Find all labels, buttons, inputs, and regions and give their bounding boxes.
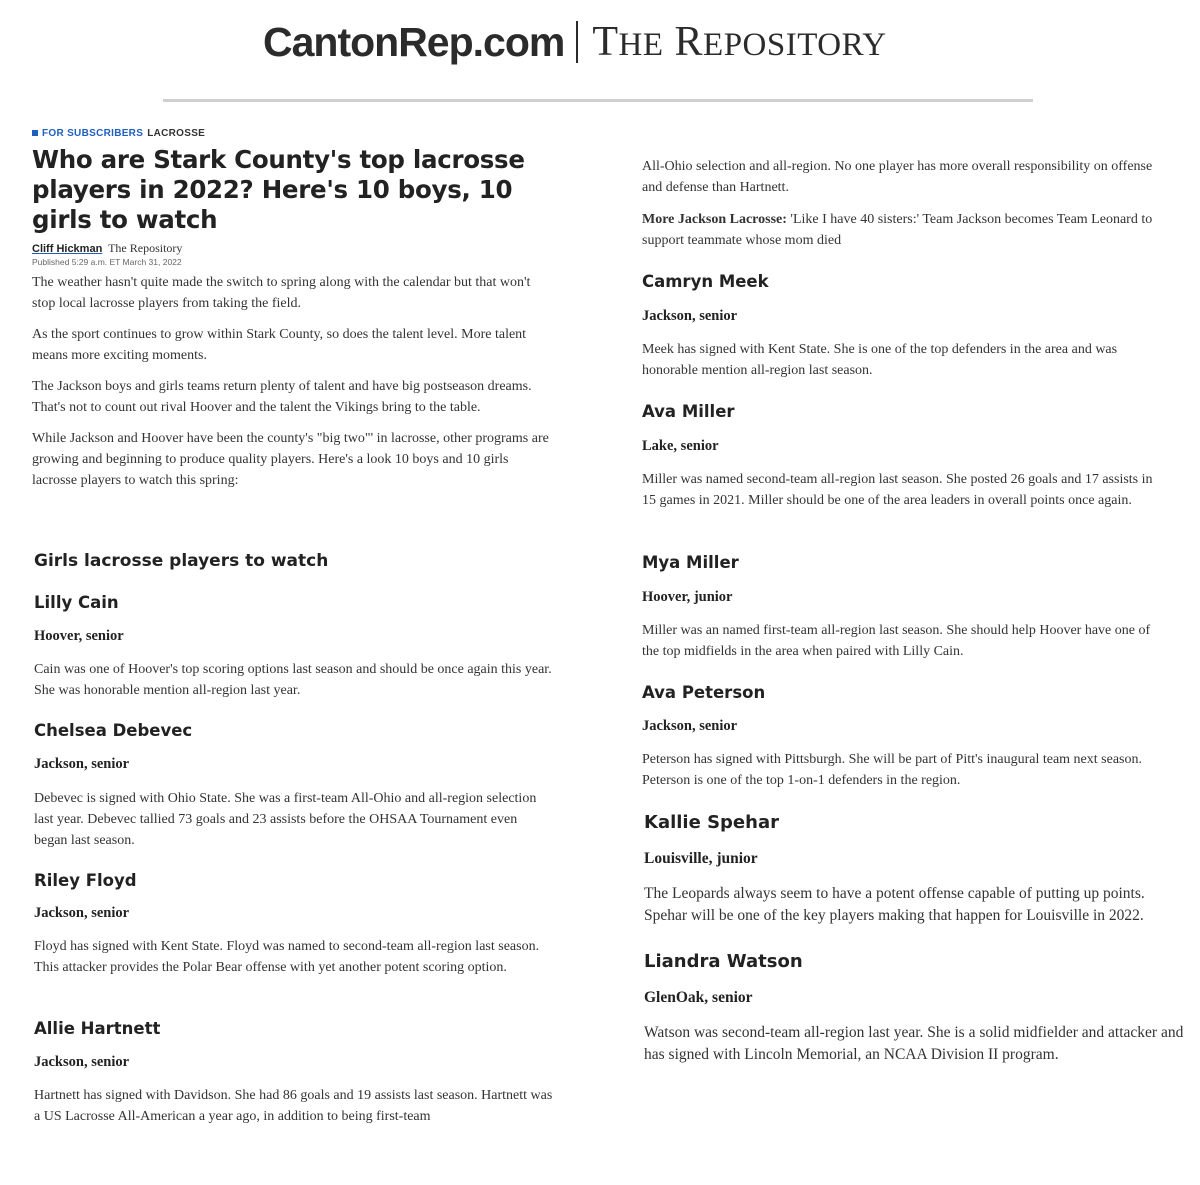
- intro-paragraph: The Jackson boys and girls teams return plenty of talent and have big postseason dreams. That's not to count out rival Hoover and the talent the Vikings bring to the table.: [32, 379, 532, 415]
- player-team: Lake, senior: [642, 438, 719, 454]
- player-description: Miller was named second-team all-region last season. She posted 26 goals and 17 assists in 15 games in 2021. Miller should be one of the area leaders in overall points once again.: [642, 472, 1153, 508]
- hartnett-continued: All-Ohio selection and all-region. No one player has more overall responsibility on offense and defense than Hartnett.: [642, 159, 1153, 195]
- player-name: Riley Floyd: [34, 871, 137, 890]
- more-jackson-lacrosse: [642, 209, 1167, 251]
- byline: [32, 241, 557, 256]
- headline: Who are Stark County's top lacrosse players in 2022? Here's 10 boys, 10 girls to watch: [32, 145, 525, 234]
- player-team: Hoover, junior: [642, 589, 733, 605]
- kicker-section[interactable]: LACROSSE: [147, 127, 206, 139]
- player-description: Cain was one of Hoover's top scoring options last season and should be once again this year. She was honorable mention all-region last year.: [34, 662, 552, 698]
- player-team: Jackson, senior: [642, 718, 738, 734]
- kicker-subscribers[interactable]: FOR SUBSCRIBERS: [42, 127, 144, 139]
- player-name: Mya Miller: [642, 553, 739, 572]
- paper-name: THE REPOSITORY: [592, 19, 887, 65]
- player-team: Jackson, senior: [34, 1054, 130, 1070]
- intro-paragraph: The weather hasn't quite made the switch to spring along with the calendar but that won't stop local lacrosse players from taking the field.: [32, 275, 531, 311]
- player-team: Jackson, senior: [642, 308, 738, 324]
- player-description: Peterson has signed with Pittsburgh. She will be part of Pitt's inaugural team next season. Peterson is one of the top 1-on-1 defenders in the region.: [642, 752, 1142, 788]
- player-description: Hartnett has signed with Davidson. She had 86 goals and 19 assists last season. Hartnett was a US Lacrosse All-American a year ago, in addition to being first-team: [34, 1088, 553, 1124]
- more-link[interactable]: 'Like I have 40 sisters:' Team Jackson becomes Team Leonard to support teammate whose mom died: [642, 212, 1153, 248]
- player-description: Meek has signed with Kent State. She is one of the top defenders in the area and was honorable mention all-region last season.: [642, 342, 1118, 378]
- player-description: Miller was an named first-team all-region last season. She should help Hoover have one of the top midfields in the area when paired with Lilly Cain.: [642, 623, 1151, 659]
- player-name: Ava Miller: [642, 402, 735, 421]
- published-date: Published 5:29 a.m. ET March 31, 2022: [32, 257, 182, 267]
- player-name: Lilly Cain: [34, 593, 119, 612]
- player-description: Watson was second-team all-region last year. She is a solid midfielder and attacker and has signed with Lincoln Memorial, an NCAA Division II program.: [644, 1024, 1184, 1063]
- player-description: The Leopards always seem to have a potent offense capable of putting up points. Spehar will be one of the key players making that happen for Louisville in 2022.: [644, 885, 1145, 924]
- article-left-column: [32, 126, 557, 501]
- player-name: Chelsea Debevec: [34, 721, 193, 740]
- section-heading: Girls lacrosse players to watch: [34, 551, 329, 571]
- player-team: Hoover, senior: [34, 628, 124, 644]
- player-name: Liandra Watson: [644, 951, 803, 972]
- player-team: Jackson, senior: [34, 905, 130, 921]
- intro-paragraph: While Jackson and Hoover have been the county's "big two"' in lacrosse, other programs are growing and beginning to produce quality players. Here's a look 10 boys and 10 girls lacrosse players to watch this spring:: [32, 431, 549, 488]
- masthead-rule: [163, 99, 1033, 102]
- player-team: GlenOak, senior: [644, 989, 753, 1006]
- player-description: Floyd has signed with Kent State. Floyd was named to second-team all-region last season. This attacker provides the Polar Bear offense with yet another potent scoring option.: [34, 939, 540, 975]
- author-link[interactable]: Cliff Hickman: [32, 243, 103, 255]
- player-name: Kallie Spehar: [644, 812, 779, 833]
- player-name: Allie Hartnett: [34, 1019, 161, 1038]
- masthead-divider: [576, 21, 578, 63]
- player-team: Louisville, junior: [644, 850, 758, 867]
- player-name: Camryn Meek: [642, 272, 769, 291]
- more-label: More Jackson Lacrosse:: [642, 212, 787, 227]
- player-team: Jackson, senior: [34, 756, 130, 772]
- intro-paragraph: As the sport continues to grow within Stark County, so does the talent level. More talent means more exciting moments.: [32, 327, 527, 363]
- subscriber-square-icon: [32, 130, 38, 136]
- player-description: Debevec is signed with Ohio State. She was a first-team All-Ohio and all-region selection last year. Debevec tallied 73 goals and 23 assists before the OHSAA Tournament even began last season.: [34, 791, 537, 848]
- outlet-name: The Repository: [108, 241, 183, 255]
- player-name: Ava Peterson: [642, 683, 766, 702]
- masthead-logo[interactable]: [263, 18, 887, 66]
- kicker: [32, 126, 557, 140]
- masthead: [0, 0, 1200, 100]
- site-name: CantonRep.com: [263, 18, 565, 65]
